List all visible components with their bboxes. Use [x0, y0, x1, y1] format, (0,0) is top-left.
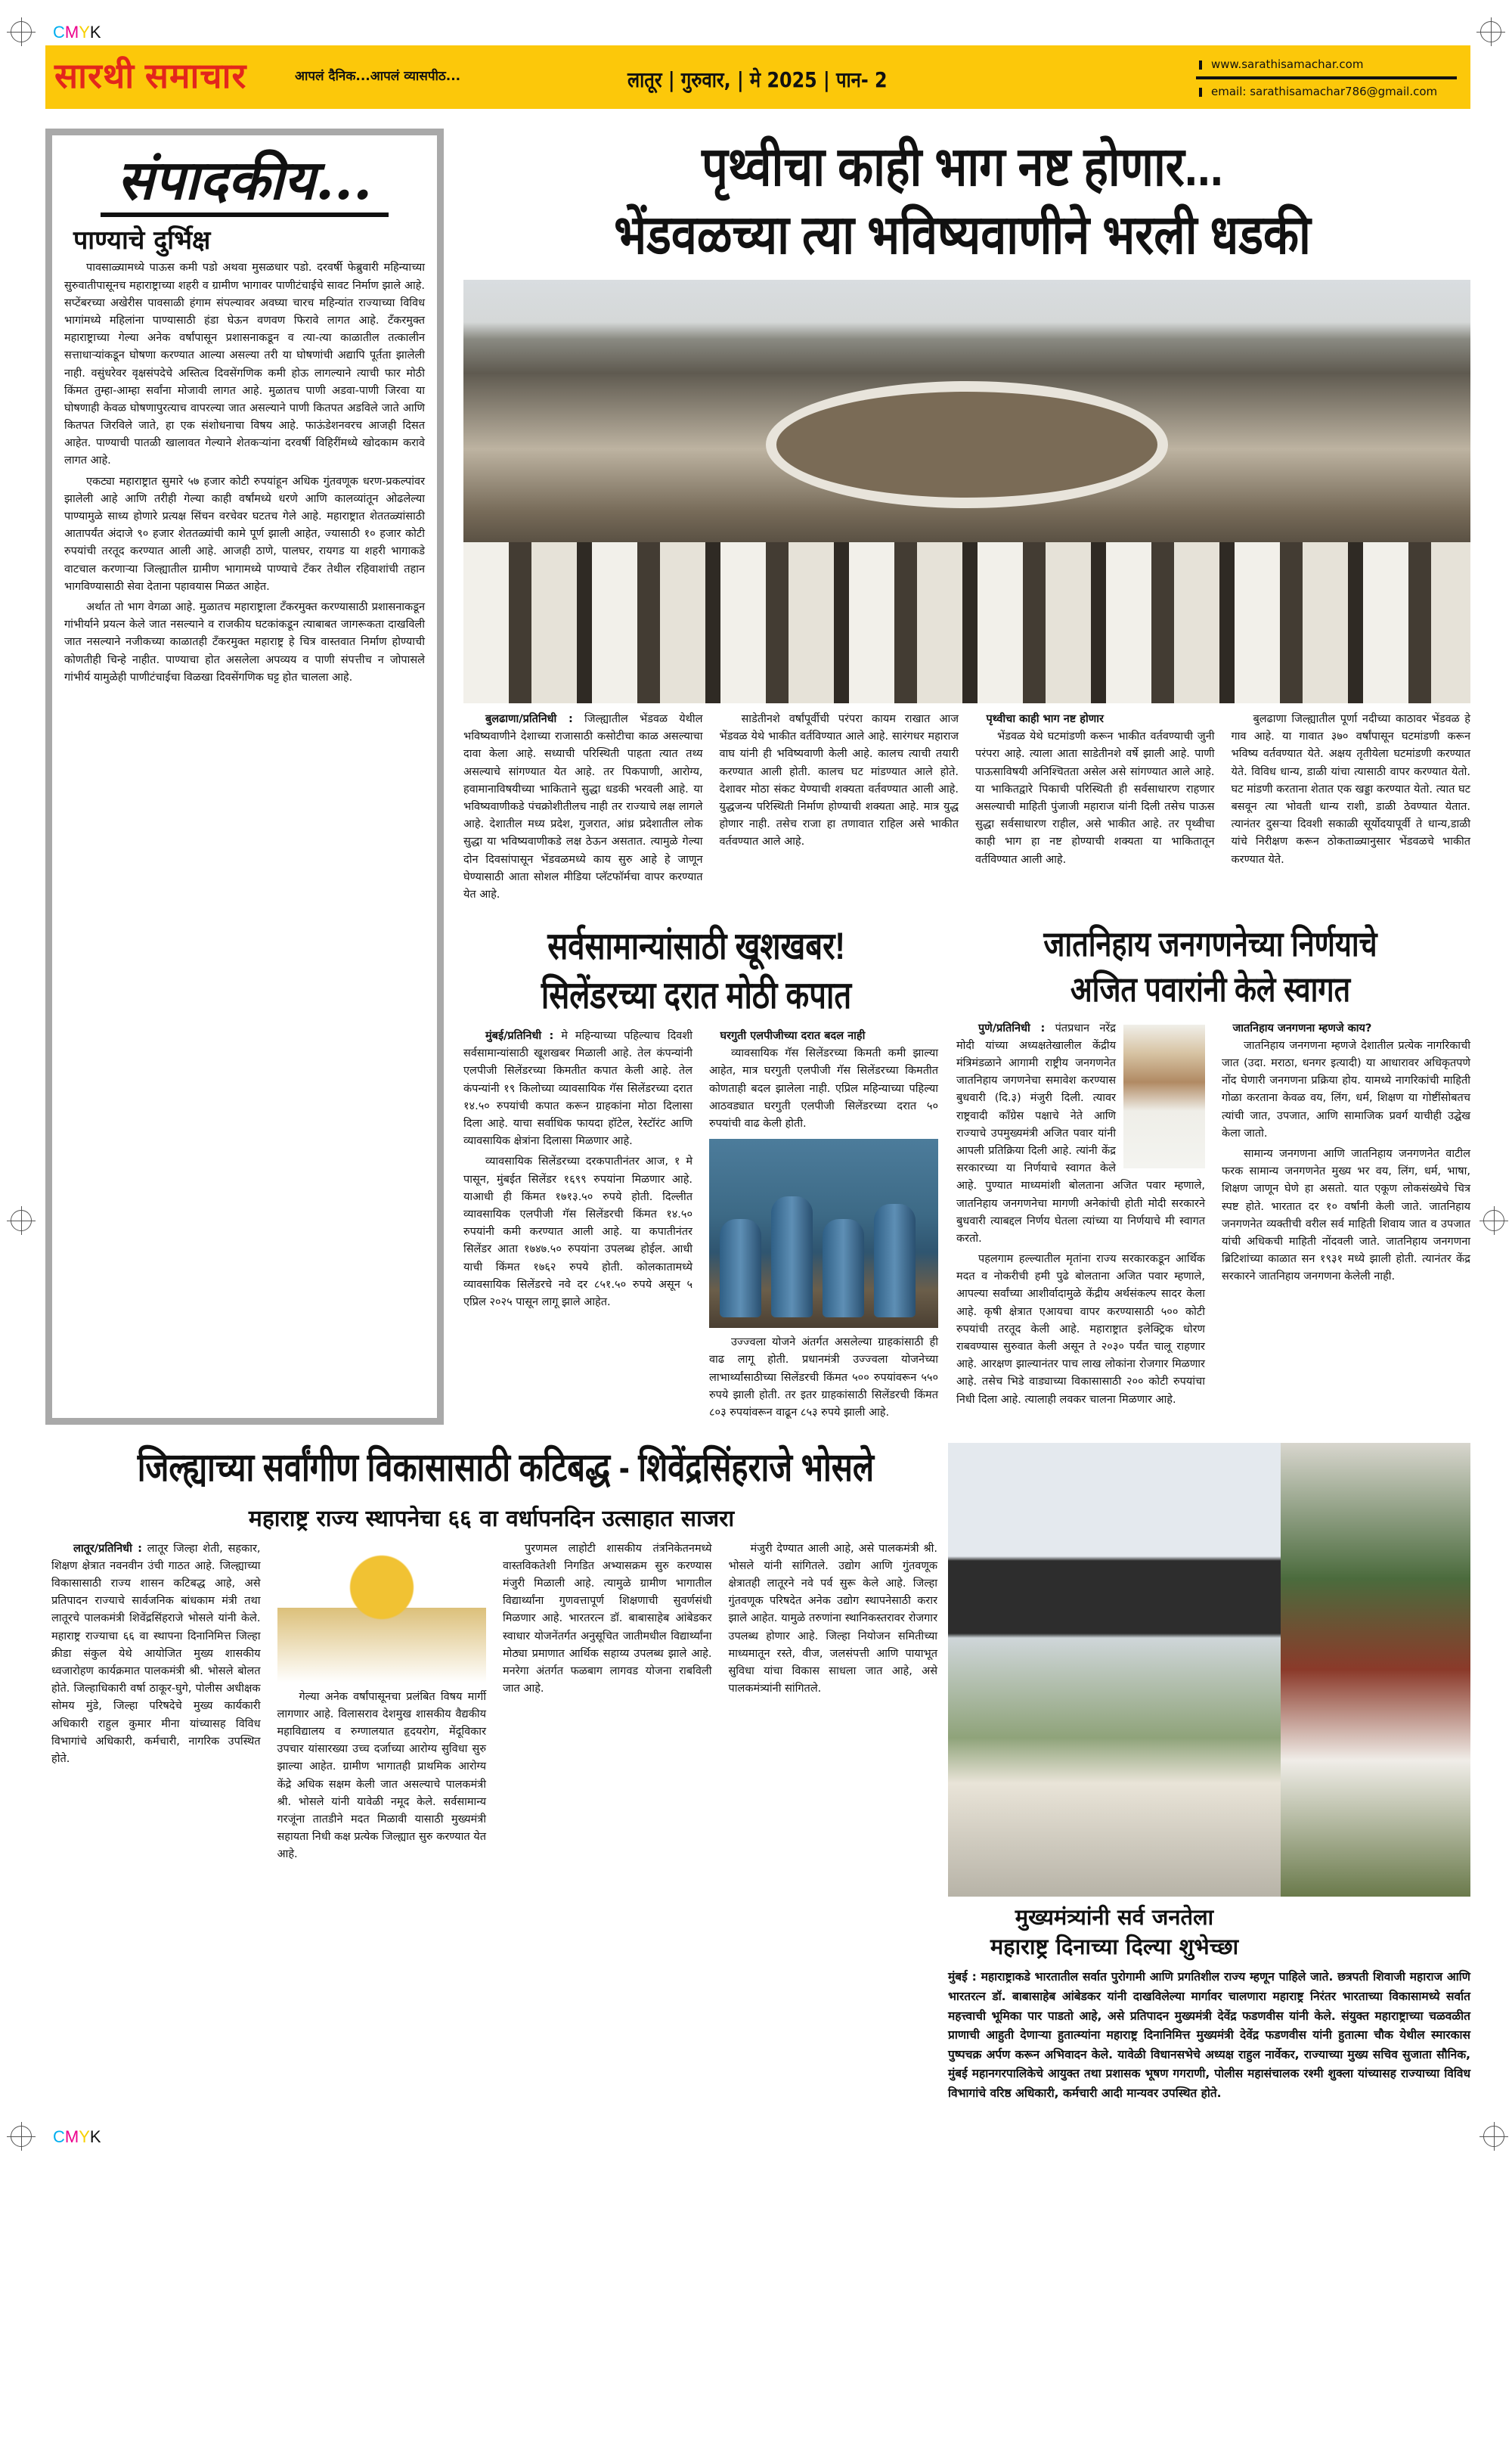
- column: [1222, 1020, 1470, 1412]
- dateline: पुणे/प्रतिनिधी :: [978, 1022, 1046, 1035]
- registration-mark-icon: [11, 2126, 32, 2147]
- editorial-title: संपादकीय...: [101, 147, 389, 217]
- paragraph: उज्ज्वला योजने अंतर्गत असलेल्या ग्राहकांसाठी ही वाढ लागू होती. प्रधानमंत्री उज्ज्वला योजनेच्या लाभार्थ्यांसाठीच्या सिलेंडरची किंमत ५०० रुपयांवरून ५५० रुपये झाली होती. तर इतर ग्राहकांसाठी सिलेंडरची किंमत ८०३ रुपयांवरून वाढून ८५३ रुपये झाली आहे.: [709, 1336, 938, 1419]
- editorial-headline: पाण्याचे दुर्भिक्ष: [73, 225, 211, 256]
- subhead: पृथ्वीचा काही भाग नष्ट होणार: [986, 713, 1104, 725]
- paragraph-text: जिल्ह्यातील भेंडवळ येथील भविष्यवाणीने देशाच्या राजासाठी कसोटीचा काळ असल्याचा दावा केला आहे. सध्याची परिस्थिती पाहता त्यात तथ्य असल्याचे सांगण्यात येत आहे. तर पिकपाणी, आरोग्य, हवामानाविषयीच्या भाकिताने सुद्धा धडकी भरवली आहे. या भविष्यवाणीकडे पंचक्रोशीतीलच नाही तर राज्याचे लक्ष लागले आहे. देशातील मध्य प्रदेश, गुजरात, आंध्र प्रदेशातील लोक सुद्धा या भविष्यवाणीकडे लक्ष ठेऊन असतात. त्यामुळे गेल्या दोन दिवसांपासून भेंडवळमध्ये काय सुरु आहे हे जाणून घेण्यासाठी आता सोशल मीडिया प्लॅटफॉर्मचा वापर करण्यात येत आहे.: [463, 713, 703, 901]
- paragraph: [463, 1028, 692, 1150]
- gas-cylinders-photo: [709, 1139, 938, 1328]
- paragraph: [51, 1540, 261, 1864]
- paragraph-text: लातूर जिल्हा शेती, सहकार, शिक्षण क्षेत्रात नवनवीन उंची गाठत आहे. जिल्ह्याच्या विकासासाठी राज्य शासन कटिबद्ध आहे, असे प्रतिपादन राज्याचे सार्वजनिक बांधकाम मंत्री तथा लातूरचे पालकमंत्री शिवेंद्रसिंहराजे भोसले यांनी केले. महाराष्ट्र राज्याचा ६६ वा स्थापना दिनानिमित्त जिल्हा क्रीडा संकुल येथे आयोजित मुख्य शासकीय ध्वजारोहण कार्यक्रमात पालकमंत्री श्री. भोसले बोलत होते. जिल्हाधिकारी वर्षा ठाकूर-घुगे, पोलीस अधीक्षक सोमय मुंडे, जिल्हा परिषदेचे मुख्य कार्यकारी अधिकारी राहुल कुमार मीना यांच्यासह विविध विभागांचे अधिकारी, कर्मचारी, नागरिक उपस्थित होते.: [51, 1542, 261, 1765]
- editorial-box: [45, 129, 444, 1425]
- lead-story-body: [463, 711, 1470, 907]
- top-section: [45, 129, 1470, 1425]
- registration-mark-icon: [11, 21, 32, 42]
- headline-line: भेंडवळच्या त्या भविष्यवाणीने भरली धडकी: [614, 205, 1311, 265]
- flag-hoisting-photo: [1281, 1443, 1470, 1897]
- headline-line: महाराष्ट्र दिनाच्या दिल्या शुभेच्छा: [990, 1934, 1239, 1960]
- headline-line: सर्वसामान्यांसाठी खूशखबर!: [547, 925, 845, 968]
- website-link[interactable]: www.sarathisamachar.com: [1196, 54, 1457, 74]
- paragraph: गेल्या अनेक वर्षांपासूनचा प्रलंबित विषय मार्गी लागणार आहे. विलासराव देशमुख शासकीय वैद्यकीय महाविद्यालय व रुग्णालयात हृदयरोग, मेंदूविकार उपचार यांसारख्या उच्च दर्जाच्या आरोग्य सुविधा सुरु झाल्या आहेत. ग्रामीण भागातही प्राथमिक आरोग्य केंद्रे अधिक सक्षम केली जात असल्याचे पालकमंत्री श्री. भोसले यांनी यावेळी नमूद केले. सर्वसामान्य गरजूंना तातडीने मदत मिळावी यासाठी मुख्यमंत्री सहायता निधी कक्ष प्रत्येक जिल्ह्यात सुरु करण्यात येत आहे.: [277, 1690, 486, 1861]
- issue-dateline: लातूर | गुरुवार, | मे 2025 | पान- 2: [627, 67, 888, 92]
- bhosale-story: [45, 1443, 937, 2103]
- paragraph: पुरणमल लाहोटी शासकीय तंत्रनिकेतनमध्ये वास्तविकतेशी निगडित अभ्यासक्रम सुरु करण्यास मंजुरी मिळाली आहे. त्यामुळे ग्रामीण भागातील विद्यार्थ्यांना गुणवत्तापूर्ण शिक्षणाची सुवर्णसंधी मिळणार आहे. भारतरत्न डॉ. बाबासाहेब आंबेडकर स्वाधार योजनेंतर्गत अनुसूचित जातीमधील विद्यार्थ्यांना मोठ्या प्रमाणात आर्थिक सहाय्य उपलब्ध झाले आहे. मनरेगा अंतर्गत फळबाग लागवड योजना राबविली जात आहे.: [503, 1542, 712, 1695]
- headline-text: जिल्ह्याच्या सर्वांगीण विकासासाठी कटिबद्ध - शिवेंद्रसिंहराजे भोसले: [137, 1446, 875, 1491]
- paragraph: अर्थात तो भाग वेगळा आहे. मुळातच महाराष्ट्राला टँकरमुक्त करण्यासाठी प्रशासनाकडून गांभीर्याने प्रयत्न केले जात नसल्याने व राजकीय घटकांकडून त्याबाबत जागरूकता दाखविली जात नसल्याने नजीकच्या काळातही टँकरमुक्त महाराष्ट्र हे चित्र वास्तवात निर्माण होण्याची कोणतीही चिन्हे नाहीत. पाण्याचा होत असलेला अपव्यय व पाणी संपत्तीच न जोपासले गांभीर्य यामुळेही पाणीटंचाईचा विळखा दिवसेंगणिक घट्ट होत चालला आहे.: [64, 600, 425, 684]
- statue-ceremony-photo: [948, 1443, 1281, 1897]
- paragraph: जातनिहाय जनगणना म्हणजे देशातील प्रत्येक नागरिकाची जात (उदा. मराठा, धनगर इत्यादी) या आधारावर अधिकृतपणे नोंद घेणारी जनगणना प्रक्रिया होय. यामध्ये नागरिकांची माहिती गोळा करताना केवळ वय, लिंग, धर्म, शिक्षण या गोष्टींसोबतच त्यांची जात, उपजात, आणि सामाजिक प्रवर्ग याचीही उद्घेख केला जातो.: [1222, 1039, 1470, 1140]
- cmyk-marker: CMYK: [53, 2127, 101, 2147]
- headline-line: अजित पवारांनी केले स्वागत: [1070, 969, 1351, 1009]
- registration-mark-icon: [1483, 2126, 1504, 2147]
- column: [709, 1028, 938, 1425]
- dateline: मुंबई/प्रतिनिधी :: [485, 1030, 554, 1043]
- column: [277, 1540, 487, 1867]
- crowd-photo: [463, 280, 1470, 703]
- cmyk-marker: CMYK: [53, 23, 101, 42]
- cm-story: [948, 1443, 1470, 2103]
- bhosale-headline: [45, 1443, 937, 1494]
- editorial-body: [64, 259, 425, 687]
- dateline: मुंबई :: [948, 1970, 977, 1984]
- divider: [1196, 76, 1457, 79]
- bottom-section: [45, 1443, 1470, 2103]
- cylinder-headline: [454, 922, 938, 1020]
- cylinder-story: [454, 922, 938, 1425]
- column: [463, 1028, 692, 1425]
- paragraph: साडेतीनशे वर्षांपूर्वीची परंपरा कायम राखात आज भेंडवळ येथे भाकीत वर्तविण्यात आले आहे. सारंगधर महाराज वाघ यांनी ही भविष्यवाणी केली आहे. कालच त्याची तयारी करण्यात आली होती. कालच घट मांडण्यात आले होते. देशावर मोठा संकट येण्याची शक्यता वर्तवण्यात आली आहे. युद्धजन्य परिस्थिती निर्माण होण्याची शक्यता आहे. मात्र युद्ध होणार नाही. तसेच राजा हा तणावात राहिल असे भाकीत वर्तवण्यात आले आहे.: [719, 713, 959, 848]
- paragraph-text: मे महिन्याच्या पहिल्याच दिवशी सर्वसामान्यांसाठी खूशखबर मिळाली आहे. तेल कंपन्यांनी एलपीजी सिलेंडरच्या किमतीत कपात केली आहे. तेल कंपन्यांनी १९ किलोच्या व्यावसायिक गॅस सिलेंडरच्या दरात १४.५० रुपयांची कपात करून ग्राहकांना मोठा दिलासा दिला आहे. याचा सर्वाधिक फायदा हॉटेल, रेस्टॉरंट आणि व्यावसायिक क्षेत्रांना दिलासा मिळणार आहे.: [463, 1030, 692, 1148]
- bhosale-portrait: [277, 1546, 487, 1683]
- column: [956, 1020, 1205, 1412]
- tagline: आपलं दैनिक...आपलं व्यासपीठ...: [295, 69, 461, 84]
- headline-line: जातनिहाय जनगणनेच्या निर्णयाचे: [1043, 924, 1377, 964]
- registration-mark-icon: [1483, 1210, 1504, 1231]
- lead-headline: [454, 129, 1470, 274]
- masthead: [45, 45, 1470, 109]
- paragraph: व्यावसायिक गॅस सिलेंडरच्या किमती कमी झाल्या आहेत, मात्र घरगुती एलपीजी गॅस सिलेंडरच्या किमतीत कोणताही बदल झालेला नाही. एप्रिल महिन्याच्या पहिल्या आठवड्यात घरगुती एलपीजी सिलेंडरच्या दरात ५० रुपयांची वाढ केली होती.: [709, 1047, 938, 1130]
- paragraph-text: महाराष्ट्राकडे भारतातील सर्वात पुरोगामी आणि प्रगतिशील राज्य म्हणून पाहिले जाते. छत्रपती शिवाजी महाराज आणि भारतरत्न डॉ. बाबासाहेब आंबेडकर यांनी दाखविलेल्या मार्गावर चालणारा महाराष्ट्र निरंतर भारताच्या विकासामध्ये सर्वात महत्त्वाची भूमिका पार पाडतो आहे, असे प्रतिपादन मुख्यमंत्री देवेंद्र फडणवीस यांनी केले. संयुक्त महाराष्ट्राच्या चळवळीत प्राणाची आहुती देणाऱ्या हुतात्म्यांना महाराष्ट्र दिनानिमित्त मुख्यमंत्री देवेंद्र फडणवीस यांनी हुतात्मा चौक येथील स्मारकास पुष्पचक्र अर्पण करून अभिवादन केले. यावेळी विधानसभेचे अध्यक्ष राहुल नार्वेकर, राज्याच्या मुख्य सचिव सुजाता सौनिक, मुंबई महानगरपालिकेचे आयुक्त तथा प्रशासक भूषण गगराणी, पोलीस महासंचालक रश्मी शुक्ला यांच्यासह राज्याच्या विविध विभागांचे वरिष्ठ अधिकारी, कर्मचारी आदी मान्यवर उपस्थित होते.: [948, 1970, 1470, 2100]
- paragraph: पावसाळ्यामध्ये पाऊस कमी पडो अथवा मुसळधार पडो. दरवर्षी फेब्रुवारी महिन्याच्या सुरुवातीपासूनच महाराष्ट्राच्या शहरी व ग्रामीण भागावर पाणीटंचाईचे सावट निर्माण झाले आहे. सप्टेंबरच्या अखेरीस पावसाळी हंगाम संपल्यावर अवघ्या चारच महिन्यांत राज्याच्या विविध भागांमध्ये महिलांना पाण्यासाठी हंडा घेऊन वणवण फिरावे लागत आहे. टँकरमुक्त महाराष्ट्राच्या गेल्या अनेक वर्षांपासून प्रशासनाकडून व त्या-त्या काळातील तत्कालीन सत्ताधाऱ्यांकडून घोषणा करण्यात आल्या असल्या तरी या घोषणांची अद्यापि पूर्तता झालेली नाही. वसुंधरेवर वृक्षसंपदेचे अस्तित्व दिवसेंगणिक कमी होऊ लागल्याने त्याची फार मोठी किंमत तुम्हा-आम्हा सर्वांना मोजावी लागत आहे. मुळातच पाणी अडवा-पाणी जिरवा या घोषणाही केवळ घोषणापुरत्याच वापरल्या जात असल्याने पाणी कितपत अडविले जाते आणि कितपत जिरविले जाते, हा एक संशोधनाचा विषय आहे. फाऊंडेशनवरच आजही दिसत आहेत. पाण्याची पातळी खालावत गेल्याने शेतकऱ्यांना दरवर्षी विहिरींमध्ये खोदकाम करावे लागत आहे.: [64, 262, 425, 467]
- paragraph-text: पंतप्रधान नरेंद्र मोदी यांच्या अध्यक्षतेखालील केंद्रीय मंत्रिमंडळाने आगामी राष्ट्रीय जनगणनेत जातनिहाय जगणनेचा समावेश करण्यास बुधवारी (दि.३) मंजुरी दिली. त्यावर राष्ट्रवादी काँग्रेस पक्षाचे नेते आणि राज्याचे उपमुख्यमंत्री अजित पवार यांनी आपली प्रतिक्रिया दिली आहे. त्यांनी केंद्र सरकारच्या या निर्णयाचे स्वागत केले आहे. पुण्यात माध्यमांशी बोलताना अजित पवार म्हणाले, जातनिहाय जनगणनेचा मागणी अनेकांची होती मोदी सरकारने बुधवारी त्याबद्दल निर्णय घेतला त्यांच्या या निर्णयाचे मी स्वागत करतो.: [956, 1022, 1205, 1245]
- paragraph: मंजुरी देण्यात आली आहे, असे पालकमंत्री श्री. भोसले यांनी सांगितले. उद्योग आणि गुंतवणूक क्षेत्रातही लातूरने नवे पर्व सुरू केले आहे. जिल्हा गुंतवणूक परिषदेत अनेक उद्योग स्थापनेसाठी करार झाले आहेत. यामुळे तरुणांना स्थानिकस्तरावर रोजगार उपलब्ध होणार आहे. जिल्हा नियोजन समितीच्या माध्यमातून रस्ते, वीज, जलसंपत्ती आणि पायाभूत सुविधा यांचा विकास साधला जात आहे, असे पालकमंत्र्यांनी सांगितले.: [728, 1542, 937, 1695]
- paragraph: [463, 711, 703, 904]
- caste-story-body: [956, 1020, 1470, 1412]
- bhosale-story-body: [51, 1540, 937, 1867]
- email-link[interactable]: email: sarathisamachar786@gmail.com: [1196, 82, 1457, 101]
- right-column: [454, 129, 1470, 1425]
- caste-census-headline: [950, 922, 1470, 1013]
- contact-info: [1196, 54, 1457, 101]
- dateline: बुलढाणा/प्रतिनिधी :: [485, 713, 573, 725]
- paragraph: पहलगाम हल्ल्यातील मृतांना राज्य सरकारकडून आर्थिक मदत व नोकरीची हमी पुढे बोलताना अजित पवार म्हणाले, आपल्या सर्वांच्या आशीर्वादामुळे केंद्रीय अर्थसंकल्प सादर केला आहे. कृषी क्षेत्रात एआयचा वापर करण्यासाठी ५०० कोटी रुपयांची तरतूद केली आहे. महाराष्ट्रात इलेक्ट्रिक धोरण राबवण्यास सुरुवात केली असून ते २०३० पर्यंत चालू राहणार आहे. आरक्षण झाल्यानंतर पाच लाख लोकांना रोजगार मिळणार आहे. तसेच भिडे वाड्याच्या विकासासाठी २०० कोटी रुपयांचा निधी दिला आहे. त्यालाही लवकर चालना मिळणार आहे.: [956, 1253, 1205, 1406]
- subhead: जातनिहाय जनगणना म्हणजे काय?: [1232, 1022, 1372, 1035]
- headline-line: मुख्यमंत्र्यांनी सर्व जनतेला: [1015, 1904, 1214, 1931]
- cylinder-story-body: [463, 1028, 938, 1425]
- paragraph: बुलढाणा जिल्ह्यातील पूर्णा नदीच्या काठावर भेंडवळ हे गाव आहे. या गावात ३७० वर्षांपासून घटमांडणी करून भविष्य वर्तवण्यात येते. अक्षय तृतीयेला घटमांडणी करण्यात येते. विविध धान्य, डाळी यांचा त्यासाठी वापर करण्यात येतो. घट मांडणी करताना शेतात एक खड्डा करण्यात येतो. त्यात घट बसवून त्या भोवती धान्य राशी, डाळी ठेवण्यात येतात. त्यानंतर दुसऱ्या दिवशी सकाळी सूर्योदयापूर्वी ते धान्य,डाळी यांचे निरीक्षण करून ठोकताळ्यानुसार भेंडवळचे भाकीत करण्यात येते.: [1231, 713, 1470, 866]
- registration-mark-icon: [1480, 21, 1501, 42]
- registration-mark-icon: [11, 1210, 32, 1231]
- ajit-pawar-portrait: [1123, 1025, 1205, 1168]
- cm-photos: [948, 1443, 1470, 1897]
- footer-print-marks: [45, 2118, 1470, 2156]
- cm-story-body: [948, 1968, 1470, 2103]
- paragraph: भेंडवळ येथे घटमांडणी करून भाकीत वर्तवण्याची जुनी परंपरा आहे. त्याला आता साडेतीनशे वर्षे झाली आहे. पाणी पाऊसाविषयी अनिश्चितता असेल असे सांगण्यात आले आहे. या भाकितद्वारे पिकाची परिस्थिती ही सर्वसाधारण राहणार असल्याची माहिती पुंजाजी महाराज यांनी दिली तसेच पाऊस सुद्धा सर्वसाधारण राहील, असे भाकीत आहे. तर पृथ्वीचा काही भाग हा नष्ट होण्याची शक्यता या भाकितातून वर्तविण्यात आली आहे.: [975, 731, 1215, 866]
- paragraph: सामान्य जनगणना आणि जातनिहाय जनगणनेत वाटील फरक सामान्य जनगणनेत मुख्य भर वय, लिंग, धर्म, भाषा, शिक्षण जाणून घेणे हा असतो. यात एकूण लोकसंख्येचे चित्र स्पष्ट होते. भारतात दर १० वर्षांनी केली जाते. जातनिहाय जनगणनेत व्यक्तीची वरील सर्व माहिती शिवाय जात व उपजात यांची अधिकची माहिती नोंदवली जाते. जातनिहाय जनगणना ब्रिटिशांच्या काळात सन १९३१ मध्ये झाली होती. त्यानंतर केंद्र सरकारने जातनिहाय जनगणना केलेली नाही.: [1222, 1147, 1470, 1283]
- bhosale-subheadline: महाराष्ट्र राज्य स्थापनेचा ६६ वा वर्धापनदिन उत्साहात साजरा: [248, 1505, 735, 1532]
- headline-line: सिलेंडरच्या दरात मोठी कपात: [541, 974, 852, 1017]
- subhead: घरगुती एलपीजीच्या दरात बदल नाही: [720, 1030, 866, 1043]
- dateline: लातूर/प्रतिनिधी :: [73, 1542, 142, 1555]
- middle-stories: [454, 922, 1470, 1425]
- paragraph: व्यावसायिक सिलेंडरच्या दरकपातीनंतर आज, १ मे पासून, मुंबईत सिलेंडर १६९९ रुपयांना मिळणार आहे. याआधी ही किंमत १७१३.५० रुपये होती. दिल्लीत व्यावसायिक एलपीजी गॅस सिलेंडरची किंमत १४.५० रुपयांनी कमी करण्यात आली आहे. या कपातीनंतर सिलेंडर आता १७४७.५० रुपयांना उपलब्ध होईल. आधी याची किंमत १७६२ रुपये होती. कोलकातामध्ये व्यावसायिक सिलेंडरचे नवे दर ८५१.५० रुपये असून ५ एप्रिल २०२५ पासून लागू झाले आहेत.: [463, 1156, 692, 1308]
- cm-headline: [948, 1903, 1281, 1962]
- newspaper-logo: सारथी समाचार: [54, 56, 247, 95]
- paragraph: एकट्या महाराष्ट्रात सुमारे ५७ हजार कोटी रुपयांहून अधिक गुंतवणूक धरण-प्रकल्पांवर झालेली आहे आणि तरीही गेल्या काही वर्षांमध्ये धरणे आणि कालव्यांतून ओढलेल्या पाण्यामुळे साध्य होणारे प्रत्यक्ष सिंचन वरचेवर घटतच गेले आहे. महाराष्ट्रात शेततळ्यांसाठी आतापर्यंत अंदाजे ९० हजार शेततळ्यांची कामे पूर्ण झाली आहेत, ज्यासाठी १० हजार कोटी रुपयांची तरतूद करण्यात आली आहे. आजही ठाणे, पालघर, रायगड या शहरी भागाकडे वाटचाल करणाऱ्या जिल्ह्यातील ग्रामीण भागामध्ये पाण्याचे टँकर तेथील रहिवाशांची तहान भागविण्यासाठी सेवा देताना पहावयास मिळत आहेत.: [64, 475, 425, 593]
- caste-census-story: [950, 922, 1470, 1425]
- column: [975, 711, 1215, 907]
- headline-line: पृथ्वीचा काही भाग नष्ट होणार...: [702, 137, 1223, 197]
